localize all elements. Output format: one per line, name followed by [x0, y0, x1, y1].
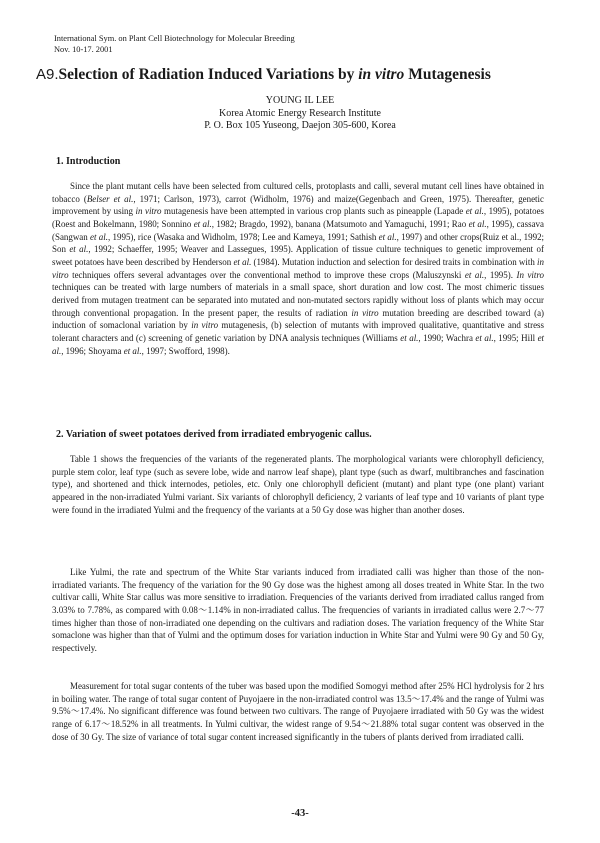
italic-term: et al. — [400, 332, 419, 343]
author-affiliation: Korea Atomic Energy Research Institute — [219, 107, 381, 119]
italic-term: in vitro — [351, 307, 379, 318]
italic-term: et al. — [193, 218, 212, 229]
section-heading-introduction: 1. Introduction — [56, 156, 121, 167]
author-block — [0, 95, 600, 133]
paragraph-introduction: Since the plant mutant cells have been selected from cultured cells, protoplasts and calli, several mutant cell lines have obtained in tobacco (Belser et al., 1971; Carlson, 1973), carrot (Widholm, 1976) and maize(Gegenbach and Green, 1975). Thereafter, genetic improvement by using in vitro mutagenesis have been attempted in various crop plants such as pineapple (Lapade et al., 1995), potatoes (Roest and Bokelmann, 1980; Sonnino et al., 1982; Bragdo, 1992), banana (Matsumoto and Yamaguchi, 1991; Rao et al., 1995), cassava (Sangwan et al., 1995), rice (Wasaka and Widholm, 1978; Lee and Kameya, 1991; Sathish et al., 1997) and other crops(Ruiz et al., 1992; Son et al., 1992; Schaeffer, 1995; Weaver and Lassegues, 1995). Application of tissue culture techniques to genetic improvement of sweet potatoes have been described by Henderson et al. (1984). Mutation induction and selection for desired traits in combination with in vitro techniques offers several advantages over the conventional method to improve these crops (Maluszynski et al., 1995). In vitro techniques can be treated with large numbers of materials in a small space, short duration and low cost. The most chimeric tissues derived from mutagen treatment can be separated into mutated and non-mutated sectors rapidly without loss of plants which may occur through conventional propagation. In the present paper, the results of radiation in vitro mutation breeding are described toward (a) induction of somaclonal variation by in vitro mutagenesis, (b) selection of mutants with improved qualitative, quantitative and stress tolerant characters and (c) screening of genetic variation by DNA analysis techniques (Williams et al., 1990; Wachra et al., 1995; Hill et al., 1996; Shoyama et al., 1997; Swofford, 1998). — [52, 181, 545, 356]
author-name: YOUNG IL LEE — [265, 95, 335, 106]
italic-term: et al. — [475, 332, 494, 343]
title-number: A9. — [36, 66, 59, 83]
italic-term: et al. — [69, 244, 89, 255]
italic-term: et al. — [90, 231, 108, 242]
title-italic: in vitro — [358, 66, 405, 83]
italic-term: et al. — [464, 269, 485, 280]
paper-title — [36, 66, 570, 84]
page-number: -43- — [291, 808, 309, 819]
conference-name: International Sym. on Plant Cell Biotechnology for Molecular Breeding — [54, 34, 295, 43]
paragraph-sugar-content: Measurement for total sugar contents of the tuber was based upon the modified Somogyi method after 25% HCl hydrolysis for 2 hrs in boiling water. The range of total sugar content of Puyojaere in the non-irradiated control was 13.5～17.4% and the range of Yulmi was 9.5%～17.4%. No significant difference was found between two cultivars. The range of Puyojaere irradiated with 50 Gy was the widest range of 6.17～18.52% in all treatments. In Yulmi cultivar, the widest range of 9.54～21.88% total sugar content was observed in the dose of 30 Gy. The size of variance of total sugar content increased significantly in the tubers of plants derived from irradiated calli. — [52, 681, 544, 742]
author-address: P. O. Box 105 Yuseong, Daejon 305-600, Korea — [204, 120, 396, 132]
italic-term: et al. — [465, 206, 484, 217]
italic-term: in vitro — [52, 256, 544, 280]
italic-term: et al. — [468, 218, 487, 229]
italic-term: in vitro — [135, 206, 162, 217]
section-heading-variation: 2. Variation of sweet potatoes derived from irradiated embryogenic callus. — [56, 429, 372, 440]
italic-term: et al. — [378, 231, 397, 242]
italic-term: et al. — [52, 332, 545, 356]
paragraph-table1: Table 1 shows the frequencies of the variants of the regenerated plants. The morphological variants were chlorophyll deficiency, purple stem color, leaf type (such as severe lobe, wide and narrow leaf shape), plant type (such as dwarf, multibranches and fascination type), and shortened and thick internodes, petioles, etc. Only one chlorophyll deficient (mutant) and plant type (one plant) variant appeared in the non-irradiated Yulmi variant. Six variants of chlorophyll deficiency, 2 variants of leaf type and 10 variants of plant type were found in the irradiated Yulmi and the frequency of the variants at a 50 Gy dose was higher than another doses. — [52, 454, 544, 515]
italic-term: in vitro — [191, 320, 219, 331]
italic-term: Belser et al. — [86, 193, 134, 204]
italic-term: In vitro — [516, 269, 545, 280]
italic-term: et al. — [123, 345, 142, 356]
title-text-end: Mutagenesis — [404, 66, 491, 83]
conference-header — [54, 34, 295, 55]
conference-date: Nov. 10-17. 2001 — [54, 44, 113, 54]
title-text-start: Selection of Radiation Induced Variations by — [58, 66, 359, 83]
italic-term: et al. — [233, 256, 252, 267]
paragraph-white-star: Like Yulmi, the rate and spectrum of the White Star variants induced from irradiated calli was higher than those of the non-irradiated variants. The frequency of the variation for the 90 Gy dose was the highest among all doses treated in White Star. In the two cultivar calli, White Star callus was more sensitive to irradiation. Frequencies of the variants derived from irradiated callus ranged from 3.03% to 7.78%, as compared with 0.08～1.14% in non-irradiated callus. The frequencies of variants in irradiated callus were 2.7～77 times higher than those of non-irradiated one depending on the cultivars and radiation doses. The variation frequency of the White Star somaclone was higher than that of Yulmi and the optimum doses for variation induction in White Star and Yulmi were 90 Gy and 50 Gy, respectively. — [52, 567, 544, 653]
